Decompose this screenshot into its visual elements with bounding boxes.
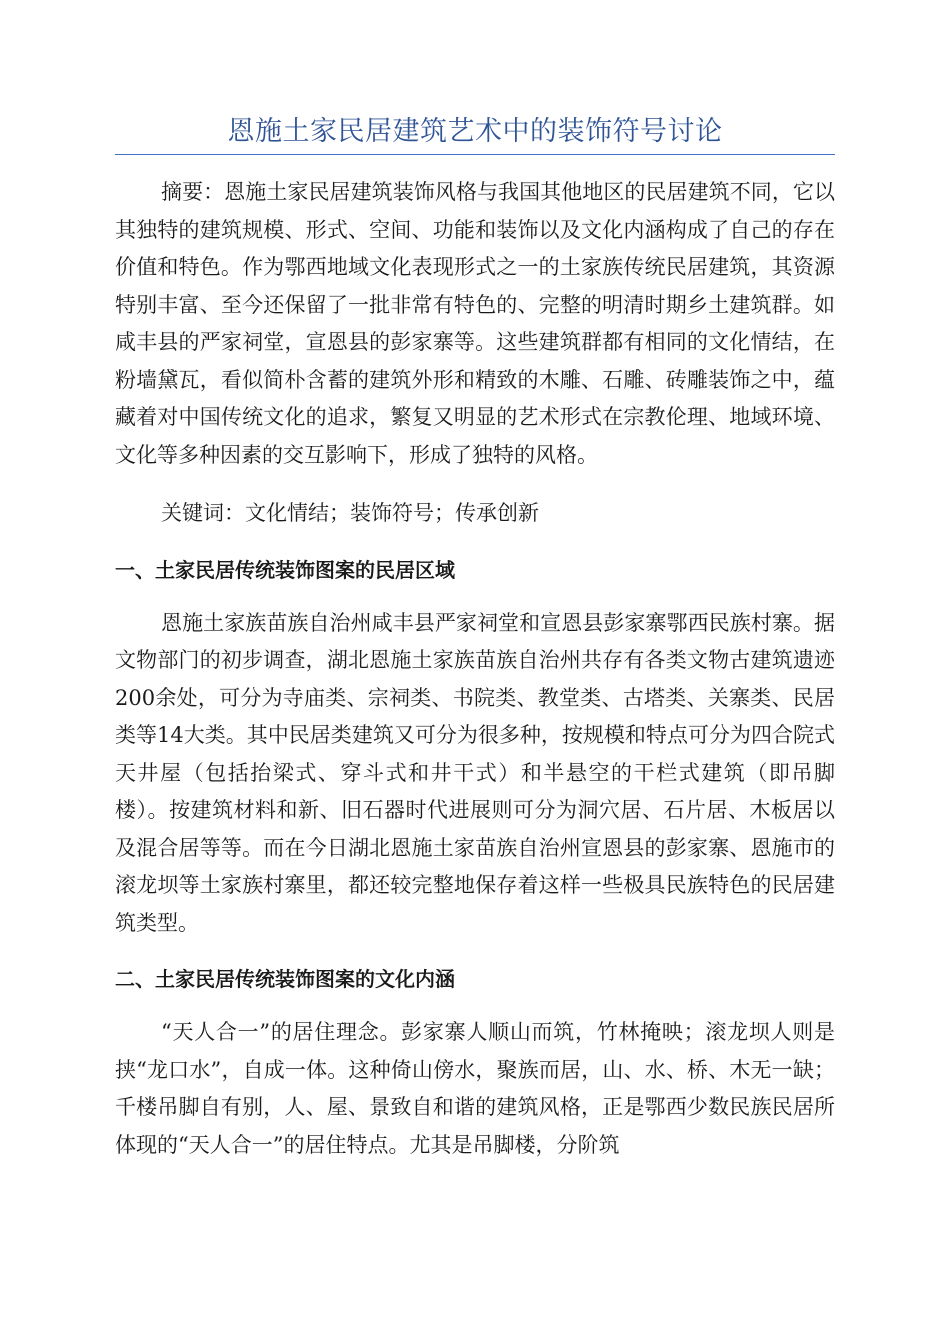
title-underline	[115, 154, 835, 155]
section-1-heading: 一、土家民居传统装饰图案的民居区域	[115, 557, 455, 582]
section-2-heading: 二、土家民居传统装饰图案的文化内涵	[115, 967, 455, 991]
document-body	[115, 174, 835, 1164]
abstract-paragraph: 摘要：恩施土家民居建筑装饰风格与我国其他地区的民居建筑不同，它以其独特的建筑规模、形式、空间、功能和装饰以及文化内涵构成了自己的存在价值和特色。作为鄂西地域文化表现形式之一的土家族传统民居建筑，其资源特别丰富、至今还保留了一批非常有特色的、完整的明清时期乡土建筑群。如咸丰县的严家祠堂，宣恩县的彭家寨等。这些建筑群都有相同的文化情结，在粉墙黛瓦，看似简朴含蓄的建筑外形和精致的木雕、石雕、砖雕装饰之中，蕴藏着对中国传统文化的追求，繁复又明显的艺术形式在宗教伦理、地域环境、文化等多种因素的交互影响下，形成了独特的风格。	[115, 180, 835, 467]
document-title: 恩施土家民居建筑艺术中的装饰符号讨论	[227, 116, 723, 147]
keywords-line: 关键词：文化情结；装饰符号；传承创新	[161, 501, 539, 525]
section-2-paragraph: “天人合一”的居住理念。彭家寨人顺山而筑，竹林掩映；滚龙坝人则是挟“龙口水”，自成一体。这种倚山傍水，聚族而居，山、水、桥、木无一缺；千楼吊脚自有别，人、屋、景致自和谐的建筑风格，正是鄂西少数民族民居所体现的“天人合一”的居住特点。尤其是吊脚楼，分阶筑	[115, 1020, 835, 1157]
section-1-paragraph: 恩施土家族苗族自治州咸丰县严家祠堂和宣恩县彭家寨鄂西民族村寨。据文物部门的初步调查，湖北恩施土家族苗族自治州共存有各类文物古建筑遗迹200余处，可分为寺庙类、宗祠类、书院类、教堂类、古塔类、关寨类、民居类等14大类。其中民居类建筑又可分为很多种，按规模和特点可分为四合院式天井屋（包括抬梁式、穿斗式和井干式）和半悬空的干栏式建筑（即吊脚楼）。按建筑材料和新、旧石器时代进展则可分为洞穴居、石片居、木板居以及混合居等等。而在今日湖北恩施土家苗族自治州宣恩县的彭家寨、恩施市的滚龙坝等土家族村寨里，都还较完整地保存着这样一些极具民族特色的民居建筑类型。	[115, 610, 835, 935]
